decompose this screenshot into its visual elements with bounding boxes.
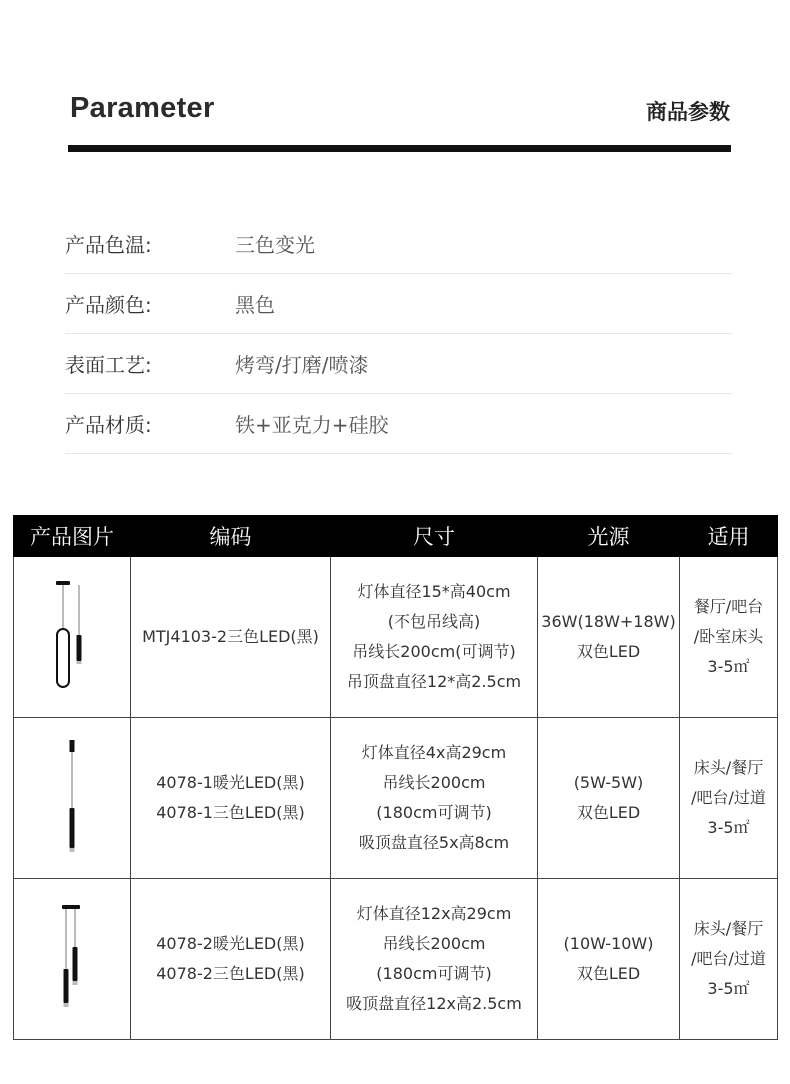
code-line: MTJ4103-2三色LED(黑) bbox=[142, 627, 319, 646]
usage-line: 3-5㎡ bbox=[707, 657, 750, 676]
param-row-surface-finish bbox=[65, 334, 732, 394]
page-title-en: Parameter bbox=[70, 92, 215, 124]
param-label: 表面工艺: bbox=[65, 353, 152, 377]
light-line: 36W(18W+18W) bbox=[541, 612, 676, 631]
param-row-color-temperature bbox=[65, 214, 732, 274]
code-line: 4078-2三色LED(黑) bbox=[156, 964, 305, 983]
header-product-image: 产品图片 bbox=[14, 516, 131, 557]
param-value: 黑色 bbox=[235, 293, 275, 317]
product-image-cell bbox=[14, 557, 131, 718]
usage-line: /吧台/过道 bbox=[691, 788, 766, 807]
code-line: 4078-1三色LED(黑) bbox=[156, 803, 305, 822]
table-header-row bbox=[14, 516, 778, 557]
page-title-cn: 商品参数 bbox=[646, 100, 730, 124]
param-value: 铁+亚克力+硅胶 bbox=[235, 413, 389, 437]
size-cell bbox=[331, 557, 538, 718]
size-line: 吊线长200cm(可调节) bbox=[352, 642, 516, 661]
size-cell bbox=[331, 718, 538, 879]
size-line: 灯体直径15*高40cm bbox=[357, 582, 511, 601]
usage-line: /吧台/过道 bbox=[691, 949, 766, 968]
light-line: 双色LED bbox=[576, 964, 641, 983]
size-cell bbox=[331, 879, 538, 1040]
usage-line: 3-5㎡ bbox=[707, 818, 750, 837]
header-size: 尺寸 bbox=[331, 516, 538, 557]
light-line: (10W-10W) bbox=[563, 934, 654, 953]
usage-line: 床头/餐厅 bbox=[693, 758, 764, 777]
usage-line: 3-5㎡ bbox=[707, 979, 750, 998]
param-label: 产品色温: bbox=[65, 233, 152, 257]
pendant-lamp-oval-icon bbox=[42, 577, 102, 697]
light-source-cell bbox=[538, 557, 680, 718]
param-value: 烤弯/打磨/喷漆 bbox=[235, 353, 369, 377]
product-image-cell bbox=[14, 718, 131, 879]
spec-table bbox=[13, 515, 778, 1040]
size-line: 灯体直径12x高29cm bbox=[356, 904, 512, 923]
light-source-cell bbox=[538, 718, 680, 879]
param-row-material bbox=[65, 394, 732, 454]
usage-cell bbox=[680, 557, 778, 718]
code-cell bbox=[131, 557, 331, 718]
size-line: 吸顶盘直径12x高2.5cm bbox=[346, 994, 522, 1013]
light-line: 双色LED bbox=[576, 803, 641, 822]
table-row bbox=[14, 718, 778, 879]
param-value: 三色变光 bbox=[235, 233, 315, 257]
light-line: 双色LED bbox=[576, 642, 641, 661]
parameter-list bbox=[65, 214, 732, 454]
usage-line: /卧室床头 bbox=[693, 627, 764, 646]
size-line: (180cm可调节) bbox=[376, 964, 492, 983]
code-line: 4078-1暖光LED(黑) bbox=[156, 773, 305, 792]
size-line: (180cm可调节) bbox=[376, 803, 492, 822]
header-usage: 适用 bbox=[680, 516, 778, 557]
param-row-color bbox=[65, 274, 732, 334]
code-line: 4078-2暖光LED(黑) bbox=[156, 934, 305, 953]
size-line: 吊线长200cm bbox=[382, 934, 486, 953]
size-line: (不包吊线高) bbox=[387, 612, 481, 631]
size-line: 吸顶盘直径5x高8cm bbox=[358, 833, 510, 852]
table-row bbox=[14, 879, 778, 1040]
code-cell bbox=[131, 879, 331, 1040]
product-image-cell bbox=[14, 879, 131, 1040]
light-source-cell bbox=[538, 879, 680, 1040]
pendant-lamp-double-tube-icon bbox=[42, 899, 102, 1019]
header-code: 编码 bbox=[131, 516, 331, 557]
table-row bbox=[14, 557, 778, 718]
usage-cell bbox=[680, 718, 778, 879]
header-divider bbox=[68, 145, 731, 152]
usage-line: 床头/餐厅 bbox=[693, 919, 764, 938]
usage-cell bbox=[680, 879, 778, 1040]
light-line: (5W-5W) bbox=[573, 773, 644, 792]
size-line: 灯体直径4x高29cm bbox=[361, 743, 507, 762]
size-line: 吊顶盘直径12*高2.5cm bbox=[346, 672, 522, 691]
header-light-source: 光源 bbox=[538, 516, 680, 557]
param-label: 产品颜色: bbox=[65, 293, 152, 317]
code-cell bbox=[131, 718, 331, 879]
usage-line: 餐厅/吧台 bbox=[693, 597, 764, 616]
size-line: 吊线长200cm bbox=[382, 773, 486, 792]
param-label: 产品材质: bbox=[65, 413, 152, 437]
pendant-lamp-single-tube-icon bbox=[42, 738, 102, 858]
